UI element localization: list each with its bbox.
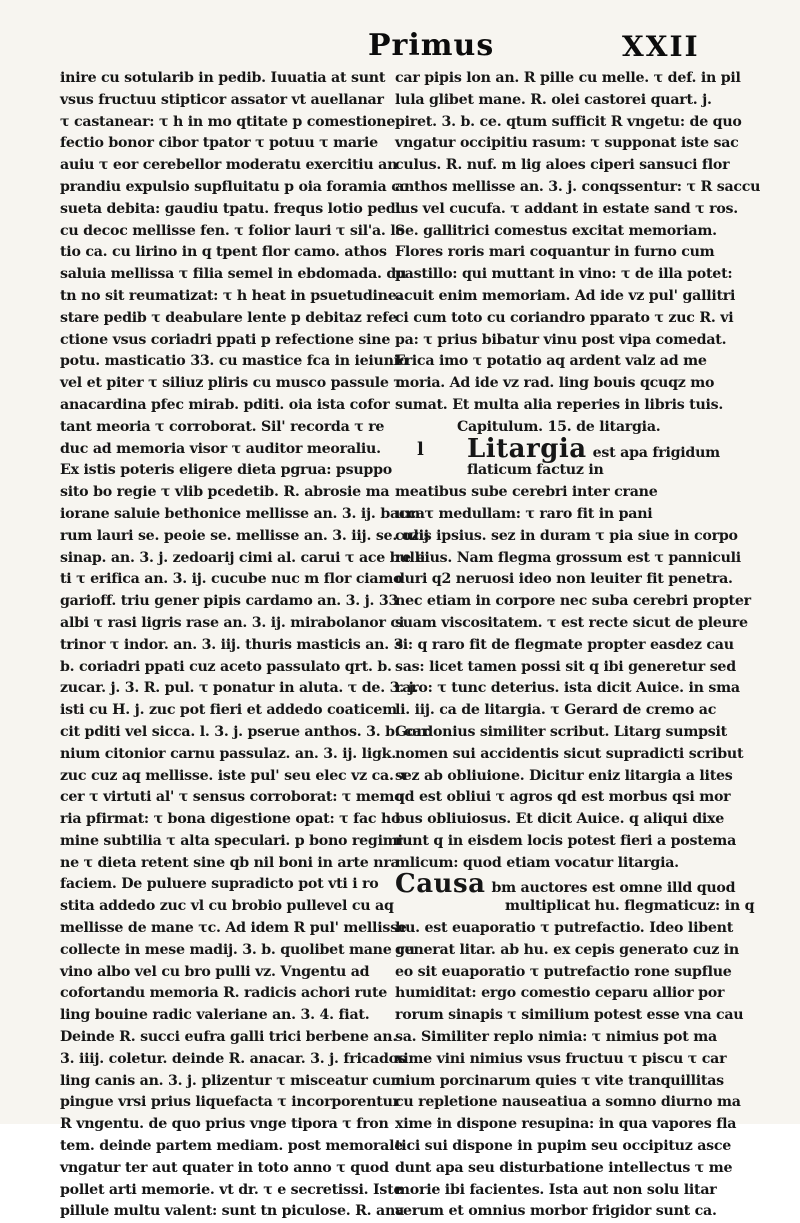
causa-first-line [395,869,736,900]
causa-line: xime in dispone resupina: in qua vapores fla [395,1116,737,1133]
text-line: pollet arti memorie. vt dr. τ e secretissi. Iste [60,1181,403,1198]
causa-line: morie ibi facientes. Ista aut non solu litar [395,1181,717,1198]
text-line: Frica imo τ potatio aq ardent valz ad me [395,353,707,370]
text-line: mellisse de mane τc. Ad idem R pul' mellisse [60,920,407,937]
chapter-heading: Capitulum. 15. de litargia. [457,418,661,435]
text-line: potu. masticatio 33. cu mastice fca in ieiunio [60,353,409,370]
right-column-top-text [395,68,761,417]
text-line: stare pedib τ deabulare lente p debitaz refe [60,309,397,326]
causa-line: tici sui dispone in pupim seu occipituz asce [395,1138,732,1155]
litargia-line: culis ipsius. sez in duram τ pia siue in corpo [395,527,738,544]
right-text-column [395,68,761,1220]
text-line: b. coriadri ppati cuz aceto passulato qrt. b. [60,658,392,675]
text-line: R vngentu. de quo prius vnge tipora τ fron [60,1116,389,1133]
text-line: Ex istis poteris eligere dieta pgrua: psuppo [60,462,392,479]
text-line: ti τ erifica an. 3. ij. cucube nuc m flor ciamo [60,571,403,588]
litargia-line: raro: τ tunc deterius. ista dicit Auice. in sma [395,680,740,697]
text-line: garioff. triu gener pipis cardamo an. 3. j. 33 [60,593,399,610]
text-line: culus. R. nuf. m lig aloes ciperi sansuci flor [395,157,730,174]
text-line: vngatur ter aut quater in toto anno τ quod [60,1159,389,1176]
section-initial: l [417,438,424,460]
text-line: collecte in mese madij. 3. b. quolibet mane cu [60,941,415,958]
text-line: rum lauri se. peoie se. mellisse an. 3. iij. se. ozij [60,527,429,544]
text-line: pingue vrsi prius liquefacta τ incorporentur [60,1094,400,1111]
text-line: prandiu expulsio supfluitatu p oia foramia co [60,178,409,195]
causa-line: generat litar. ab hu. ex cepis generato cuz in [395,941,739,958]
litargia-section [395,433,751,875]
text-line: ci cum toto cu coriandro pparato τ zuc R. vi [395,309,734,326]
text-line: fectio bonor cibor tpator τ potuu τ marie [60,135,378,152]
litargia-line: mlicum: quod etiam vocatur litargia. [395,854,679,871]
causa-line: bm auctores est omne illd quod [491,880,736,897]
text-line: pastillo: qui muttant in vino: τ de illa potet: [395,266,733,283]
text-line: trinor τ indor. an. 3. iij. thuris masticis an. 3. [60,636,408,653]
causa-line: sa. Similiter replo nimia: τ nimius pot ma [395,1029,717,1046]
text-line: anthos mellisse an. 3. j. conqssentur: τ R saccu [395,178,761,195]
causa-line: xime vini nimius vsus fructuu τ piscu τ car [395,1050,727,1067]
text-line: ling bouine radic valeriane an. 3. 4. fiat. [60,1007,370,1024]
litargia-line: flaticum factuz in [467,462,604,479]
litargia-line: si: q raro fit de flegmate propter easdez cau [395,636,734,653]
text-line: moria. Ad ide vz rad. ling bouis qcuqz mo [395,375,715,392]
causa-line: multiplicat hu. flegmaticuz: in q [505,898,755,915]
litargia-heading-word: Litargia [467,433,587,464]
text-line: pillule multu valent: sunt tn piculose. R. ana [60,1203,404,1220]
litargia-line: runt q in eisdem locis potest fieri a postema [395,832,737,849]
folio-number: XXII [622,30,700,63]
causa-line: humiditat: ergo comestio ceparu allior por [395,985,725,1002]
text-line: albi τ rasi ligris rase an. 3. ij. mirabolanor ci [60,614,404,631]
text-line: faciem. De puluere supradicto pot vti i ro [60,876,379,893]
text-line: sumat. Et multa alia reperies in libris tuis. [395,396,724,413]
text-line: ne τ dieta retent sine qb nil boni in arte nra [60,854,400,871]
running-head-title: Primus [368,28,495,63]
text-line: vino albo vel cu bro pulli vz. Vngentu ad [60,963,370,980]
text-line: Se. gallitrici comestus excitat memoriam. [395,222,717,239]
text-line: iorane saluie bethonice mellisse an. 3. ij. bacca [60,505,425,522]
text-line: τ castanear: τ h in mo qtitate p comestione [60,113,396,130]
causa-section [395,869,755,1223]
text-line: Flores roris mari coquantur in furno cum [395,244,715,261]
causa-heading-word: Causa [395,869,486,900]
causa-line: eo sit euaporatio τ putrefactio rone supflue [395,963,732,980]
text-line: auiu τ eor cerebellor moderatu exercitiu an [60,157,398,174]
text-line: piret. 3. b. ce. qtum sufficit R vngetu: de quo [395,113,742,130]
litargia-line: bus obliuiosus. Et dicit Auice. q aliqui dixe [395,811,724,828]
text-line: cer τ virtuti al' τ sensus corroborat: τ memo [60,789,404,806]
text-line: ling canis an. 3. j. plizentur τ misceatur cum [60,1072,406,1089]
litargia-line: re eius. Nam flegma grossum est τ panniculi [395,549,741,566]
litargia-line: li. iij. ca de litargia. τ Gerard de cremo ac [395,702,717,719]
text-line: pa: τ prius bibatur vinu post vipa comedat. [395,331,727,348]
litargia-line: duri q2 neruosi ideo non leuiter fit penetra. [395,571,733,588]
text-line: ctione vsus coriadri ppati p refectione sine [60,331,391,348]
text-line: saluia mellissa τ filia semel in ebdomada. du [60,266,407,283]
litargia-line: meatibus sube cerebri inter crane [395,484,658,501]
text-line: nium citonior carnu passulaz. an. 3. ij. ligk. [60,745,396,762]
text-line: tio ca. cu lirino in q tpent flor camo. athos [60,244,387,261]
causa-line: hu. est euaporatio τ putrefactio. Ideo libent [395,920,734,937]
text-line: anacardina pfec mirab. pditi. oia ista cofor [60,396,390,413]
text-line: tn no sit reumatizat: τ h heat in psuetudine. [60,287,402,304]
litargia-first-line [395,433,728,464]
text-line: acuit enim memoriam. Ad ide vz pul' gallitri [395,287,736,304]
litargia-line: qd est obliui τ agros qd est morbus qsi mor [395,789,731,806]
text-line: cofortandu memoria R. radicis achori rute [60,985,388,1002]
text-line: zucar. j. 3. R. pul. τ ponatur in aluta. τ de. 3. j. [60,680,419,697]
litargia-line: est apa frigidum [592,444,720,461]
text-line: tant meoria τ corroborat. Sil' recorda τ re [60,418,385,435]
text-line: sinap. an. 3. j. zedoarij cimi al. carui τ ace bulli [60,549,425,566]
causa-line: nium porcinarum quies τ vite tranquillitas [395,1072,724,1089]
text-line: cu decoc mellisse fen. τ folior lauri τ sil'a. lo [60,222,405,239]
text-line: vngatur occipitiu rasum: τ supponat iste sac [395,135,739,152]
text-line: sueta debita: gaudiu tpatu. frequs lotio pedu [60,200,406,217]
text-line: lula glibet mane. R. olei castorei quart. j. [395,91,712,108]
causa-line: verum et omnius morbor frigidor sunt ca. [395,1203,717,1220]
litargia-line: sez ab obliuione. Dicitur eniz litargia a lites [395,767,733,784]
text-line: vsus fructuu stipticor assator vt auellanar [60,91,384,108]
text-line: mine subtilia τ alta speculari. p bono regimi [60,832,403,849]
text-line: tem. deinde partem mediam. post memorale [60,1138,404,1155]
litargia-line: nec etiam in corpore nec suba cerebri propter [395,593,751,610]
text-line: stita addedo zuc vl cu brobio pullevel cu aq [60,898,394,915]
text-line: cit pditi vel sicca. l. 3. j. pserue anthos. 3. b. car [60,723,429,740]
litargia-line: sas: licet tamen possi sit q ibi generetur sed [395,658,736,675]
litargia-line: um τ medullam: τ raro fit in pani [395,505,653,522]
text-line: lus vel cucufa. τ addant in estate sand τ ros. [395,200,738,217]
text-line: duc ad memoria visor τ auditor meoraliu. [60,440,381,457]
causa-line: cu repletione nauseatiua a somno diurno ma [395,1094,741,1111]
litargia-line: suam viscositatem. τ est recte sicut de pleure [395,614,748,631]
causa-line: rorum sinapis τ similium potest esse vna cau [395,1007,744,1024]
text-line: vel et piter τ siliuz pliris cu musco passule τ [60,375,403,392]
left-text-column [60,68,429,1220]
text-line: zuc cuz aq mellisse. iste pul' seu elec vz ca. τ [60,767,408,784]
causa-line: dunt apa seu disturbatione intellectus τ me [395,1159,733,1176]
text-line: ria pfirmat: τ bona digestione opat: τ fac ho [60,811,401,828]
litargia-line: nomen sui accidentis sicut supradicti scribut [395,745,744,762]
text-line: car pipis lon an. R pille cu melle. τ def. in pil [395,70,741,86]
text-line: 3. iiij. coletur. deinde R. anacar. 3. j. fricados [60,1050,406,1067]
text-line: inire cu sotularib in pedib. Iuuatia at sunt [60,70,386,86]
text-line: sito bo regie τ vlib pcedetib. R. abrosie ma [60,484,390,501]
text-line: Deinde R. succi eufra galli trici berbene an. [60,1029,398,1046]
litargia-line: Gordonius similiter scribut. Litarg sumpsit [395,723,727,740]
text-line: isti cu H. j. zuc pot fieri et addedo coaticem [60,702,397,719]
